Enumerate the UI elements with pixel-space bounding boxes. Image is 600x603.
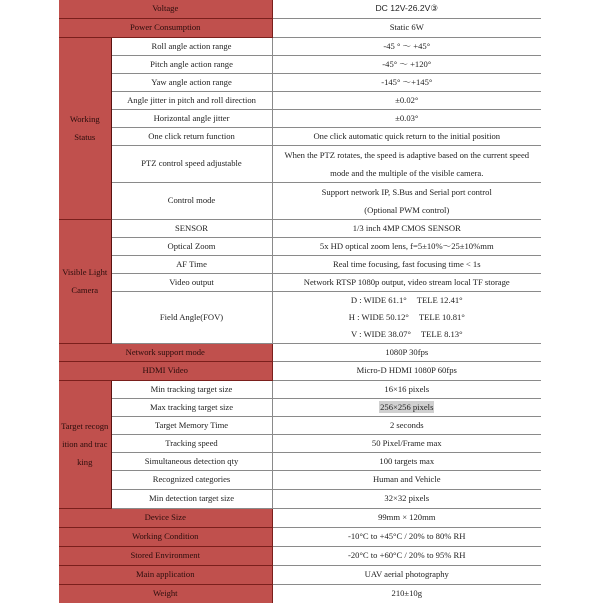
spec-value-line: (Optional PWM control) bbox=[364, 204, 450, 215]
spec-label: Network support mode bbox=[59, 343, 272, 361]
spec-label: Recognized categories bbox=[111, 470, 272, 489]
fov-wide: H : WIDE 50.12° bbox=[348, 311, 409, 322]
table-row bbox=[59, 508, 541, 527]
spec-label: Main application bbox=[59, 565, 272, 584]
spec-label: PTZ control speed adjustable bbox=[111, 145, 272, 182]
fov-line-h bbox=[275, 309, 540, 326]
fov-line-v bbox=[275, 326, 540, 343]
spec-value: 32×32 pixels bbox=[272, 489, 541, 508]
spec-value-line: Support network IP, S.Bus and Serial port control bbox=[321, 186, 492, 197]
spec-label: Target Memory Time bbox=[111, 416, 272, 434]
table-row bbox=[59, 73, 541, 91]
spec-label: Field Angle(FOV) bbox=[111, 291, 272, 343]
table-row bbox=[59, 55, 541, 73]
spec-label: One click return function bbox=[111, 127, 272, 145]
spec-label: Optical Zoom bbox=[111, 237, 272, 255]
spec-label: Min tracking target size bbox=[111, 380, 272, 398]
spec-label: Roll angle action range bbox=[111, 37, 272, 55]
spec-value: Network RTSP 1080p output, video stream local TF storage bbox=[272, 273, 541, 291]
spec-value: 99mm × 120mm bbox=[272, 508, 541, 527]
fov-wide: D : WIDE 61.1° bbox=[350, 294, 407, 305]
table-row bbox=[59, 37, 541, 55]
spec-label: Power Consumption bbox=[59, 18, 272, 37]
fov-wide: V : WIDE 38.07° bbox=[350, 328, 411, 339]
spec-label: Tracking speed bbox=[111, 434, 272, 452]
spec-value: -20°C to +60°C / 20% to 95% RH bbox=[272, 546, 541, 565]
category-target-tracking: Target recognition and tracking bbox=[59, 380, 111, 508]
spec-value: UAV aerial photography bbox=[272, 565, 541, 584]
table-row bbox=[59, 91, 541, 109]
spec-value: Micro-D HDMI 1080P 60fps bbox=[272, 361, 541, 380]
spec-value: 5x HD optical zoom lens, f=5±10%～25±10%mm bbox=[272, 237, 541, 255]
spec-value: 2 seconds bbox=[272, 416, 541, 434]
spec-value: 1080P 30fps bbox=[272, 343, 541, 361]
table-row bbox=[59, 452, 541, 470]
spec-value: 50 Pixel/Frame max bbox=[272, 434, 541, 452]
spec-label: Working Condition bbox=[59, 527, 272, 546]
table-row bbox=[59, 361, 541, 380]
spec-label: Yaw angle action range bbox=[111, 73, 272, 91]
table-row bbox=[59, 470, 541, 489]
category-visible-light-camera: Visible Light Camera bbox=[59, 219, 111, 343]
spec-table bbox=[59, 0, 541, 603]
spec-value-cell bbox=[272, 182, 541, 219]
spec-value-cell bbox=[272, 145, 541, 182]
spec-label: Voltage bbox=[59, 0, 272, 18]
fov-tele: TELE 8.13° bbox=[420, 328, 463, 339]
table-row bbox=[59, 380, 541, 398]
table-row bbox=[59, 343, 541, 361]
table-row bbox=[59, 109, 541, 127]
spec-label: Stored Environment bbox=[59, 546, 272, 565]
spec-value-cell bbox=[272, 398, 541, 416]
spec-value: Human and Vehicle bbox=[272, 470, 541, 489]
table-row bbox=[59, 273, 541, 291]
table-row bbox=[59, 145, 541, 182]
fov-tele: TELE 10.81° bbox=[418, 311, 465, 322]
table-row bbox=[59, 127, 541, 145]
spec-value: Real time focusing, fast focusing time < 1s bbox=[272, 255, 541, 273]
table-row bbox=[59, 416, 541, 434]
table-row bbox=[59, 546, 541, 565]
spec-label: Max tracking target size bbox=[111, 398, 272, 416]
spec-label: HDMI Video bbox=[59, 361, 272, 380]
table-row bbox=[59, 291, 541, 343]
table-row bbox=[59, 18, 541, 37]
spec-label: Horizontal angle jitter bbox=[111, 109, 272, 127]
table-row bbox=[59, 255, 541, 273]
table-row bbox=[59, 527, 541, 546]
spec-label: AF Time bbox=[111, 255, 272, 273]
spec-value: -145° ～+145° bbox=[272, 73, 541, 91]
table-row bbox=[59, 219, 541, 237]
spec-value: -45 ° ～ +45° bbox=[272, 37, 541, 55]
spec-label: Control mode bbox=[111, 182, 272, 219]
category-working-status: Working Status bbox=[59, 37, 111, 219]
spec-table-container bbox=[59, 0, 541, 603]
spec-value: DC 12V-26.2V③ bbox=[272, 0, 541, 18]
spec-label: Pitch angle action range bbox=[111, 55, 272, 73]
table-row bbox=[59, 0, 541, 18]
table-row bbox=[59, 182, 541, 219]
table-row bbox=[59, 584, 541, 603]
table-row bbox=[59, 565, 541, 584]
fov-line-d bbox=[275, 292, 540, 309]
spec-value: When the PTZ rotates, the speed is adaptive based on the current speed mode and the multiple of the visible camera. bbox=[284, 149, 530, 178]
spec-value: -45° ～ +120° bbox=[272, 55, 541, 73]
fov-values bbox=[272, 291, 541, 343]
spec-label: Min detection target size bbox=[111, 489, 272, 508]
spec-label: Weight bbox=[59, 584, 272, 603]
spec-label: Angle jitter in pitch and roll direction bbox=[111, 91, 272, 109]
spec-value: 210±10g bbox=[272, 584, 541, 603]
table-row bbox=[59, 489, 541, 508]
spec-value-highlighted: 256×256 pixels bbox=[380, 401, 434, 412]
spec-value: ±0.03° bbox=[272, 109, 541, 127]
spec-value: 16×16 pixels bbox=[272, 380, 541, 398]
spec-value: One click automatic quick return to the initial position bbox=[272, 127, 541, 145]
spec-label: Video output bbox=[111, 273, 272, 291]
table-row bbox=[59, 434, 541, 452]
spec-value: 100 targets max bbox=[272, 452, 541, 470]
spec-label: Simultaneous detection qty bbox=[111, 452, 272, 470]
spec-value: 1/3 inch 4MP CMOS SENSOR bbox=[272, 219, 541, 237]
fov-tele: TELE 12.41° bbox=[416, 294, 463, 305]
spec-value: -10°C to +45°C / 20% to 80% RH bbox=[272, 527, 541, 546]
table-row bbox=[59, 237, 541, 255]
spec-value: ±0.02° bbox=[272, 91, 541, 109]
spec-label: Device Size bbox=[59, 508, 272, 527]
table-row bbox=[59, 398, 541, 416]
spec-value: Static 6W bbox=[272, 18, 541, 37]
spec-label: SENSOR bbox=[111, 219, 272, 237]
